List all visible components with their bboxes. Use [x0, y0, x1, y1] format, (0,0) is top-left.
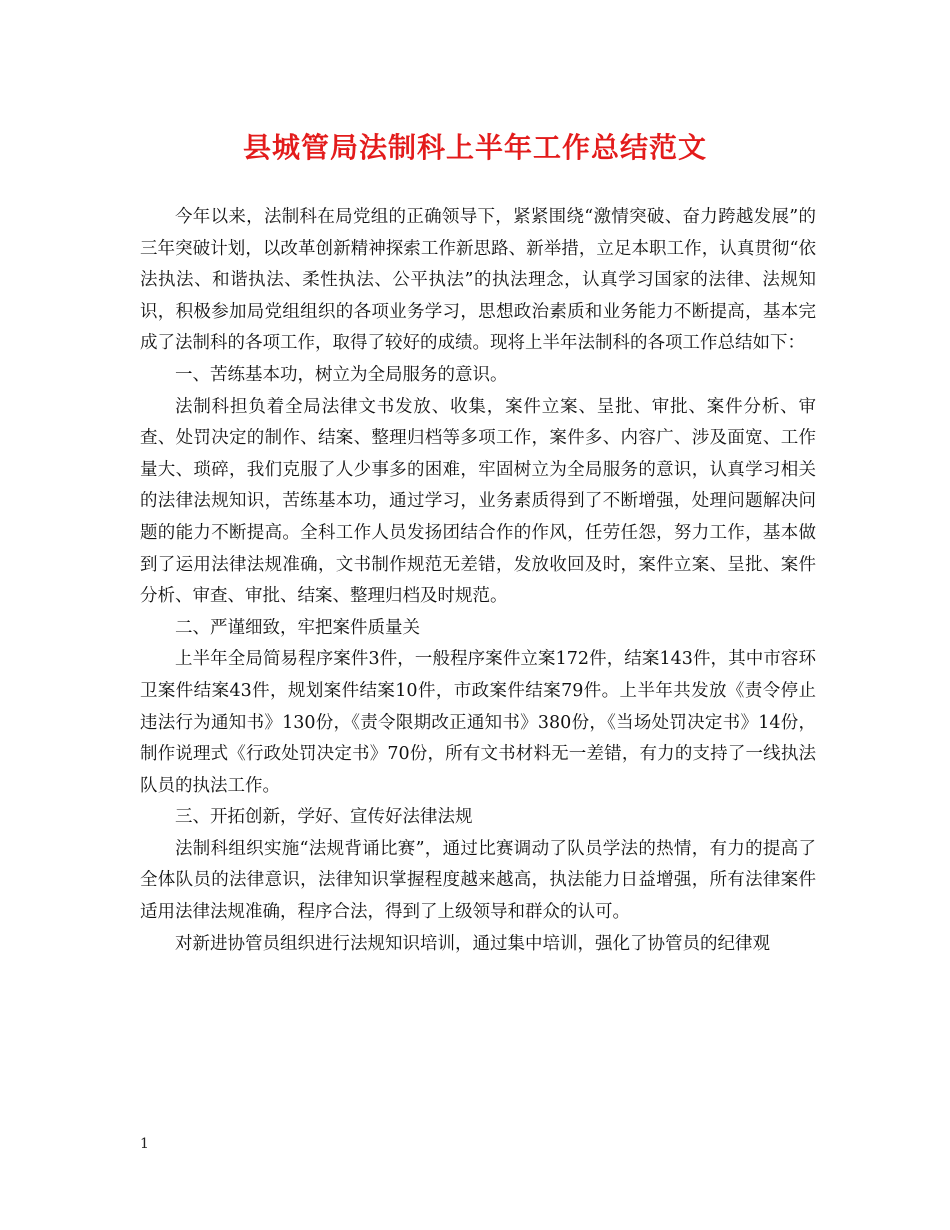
paragraph-section-3: 法制科组织实施“法规背诵比赛”，通过比赛调动了队员学法的热情，有力的提高了全体队员的法律意识，法律知识掌握程度越来越高，执法能力日益增强，所有法律案件适用法律法规准确，程序合法，得到了上级领导和群众的认可。: [140, 838, 816, 923]
section-heading-1: 一、苦练基本功，树立为全局服务的意识。: [175, 364, 508, 385]
page-number: 1: [140, 1136, 149, 1152]
section-heading-3: 三、开拓创新，学好、宣传好法律法规: [175, 807, 473, 828]
document-body: [140, 202, 816, 960]
section-heading-2: 二、严谨细致，牢把案件质量关: [175, 617, 420, 638]
paragraph-training: 对新进协管员组织进行法规知识培训，通过集中培训，强化了协管员的纪律观: [175, 933, 770, 954]
paragraph-section-1: 法制科担负着全局法律文书发放、收集，案件立案、呈批、审批、案件分析、审查、处罚决定的制作、结案、整理归档等多项工作，案件多、内容广、涉及面宽、工作量大、琐碎，我们克服了人少事多的困难，牢固树立为全局服务的意识，认真学习相关的法律法规知识，苦练基本功，通过学习，业务素质得到了不断增强，处理问题解决问题的能力不断提高。全科工作人员发扬团结合作的作风，任劳任怨，努力工作，基本做到了运用法律法规准确，文书制作规范无差错，发放收回及时，案件立案、呈批、案件分析、审查、审批、结案、整理归档及时规范。: [140, 396, 816, 607]
document-title: 县城管局法制科上半年工作总结范文: [242, 131, 707, 164]
paragraph-intro: 今年以来，法制科在局党组的正确领导下，紧紧围绕“激情突破、奋力跨越发展”的三年突破计划，以改革创新精神探索工作新思路、新举措，立足本职工作，认真贯彻“依法执法、和谐执法、柔性执法、公平执法”的执法理念，认真学习国家的法律、法规知识，积极参加局党组组织的各项业务学习，思想政治素质和业务能力不断提高，基本完成了法制科的各项工作，取得了较好的成绩。现将上半年法制科的各项工作总结如下：: [140, 207, 816, 354]
paragraph-section-2: 上半年全局简易程序案件3件，一般程序案件立案172件，结案143件，其中市容环卫案件结案43件，规划案件结案10件，市政案件结案79件。上半年共发放《责令停止违法行为通知书》130份，《责令限期改正通知书》380份，《当场处罚决定书》14份，制作说理式《行政处罚决定书》70份，所有文书材料无一差错，有力的支持了一线执法队员的执法工作。: [140, 649, 816, 796]
